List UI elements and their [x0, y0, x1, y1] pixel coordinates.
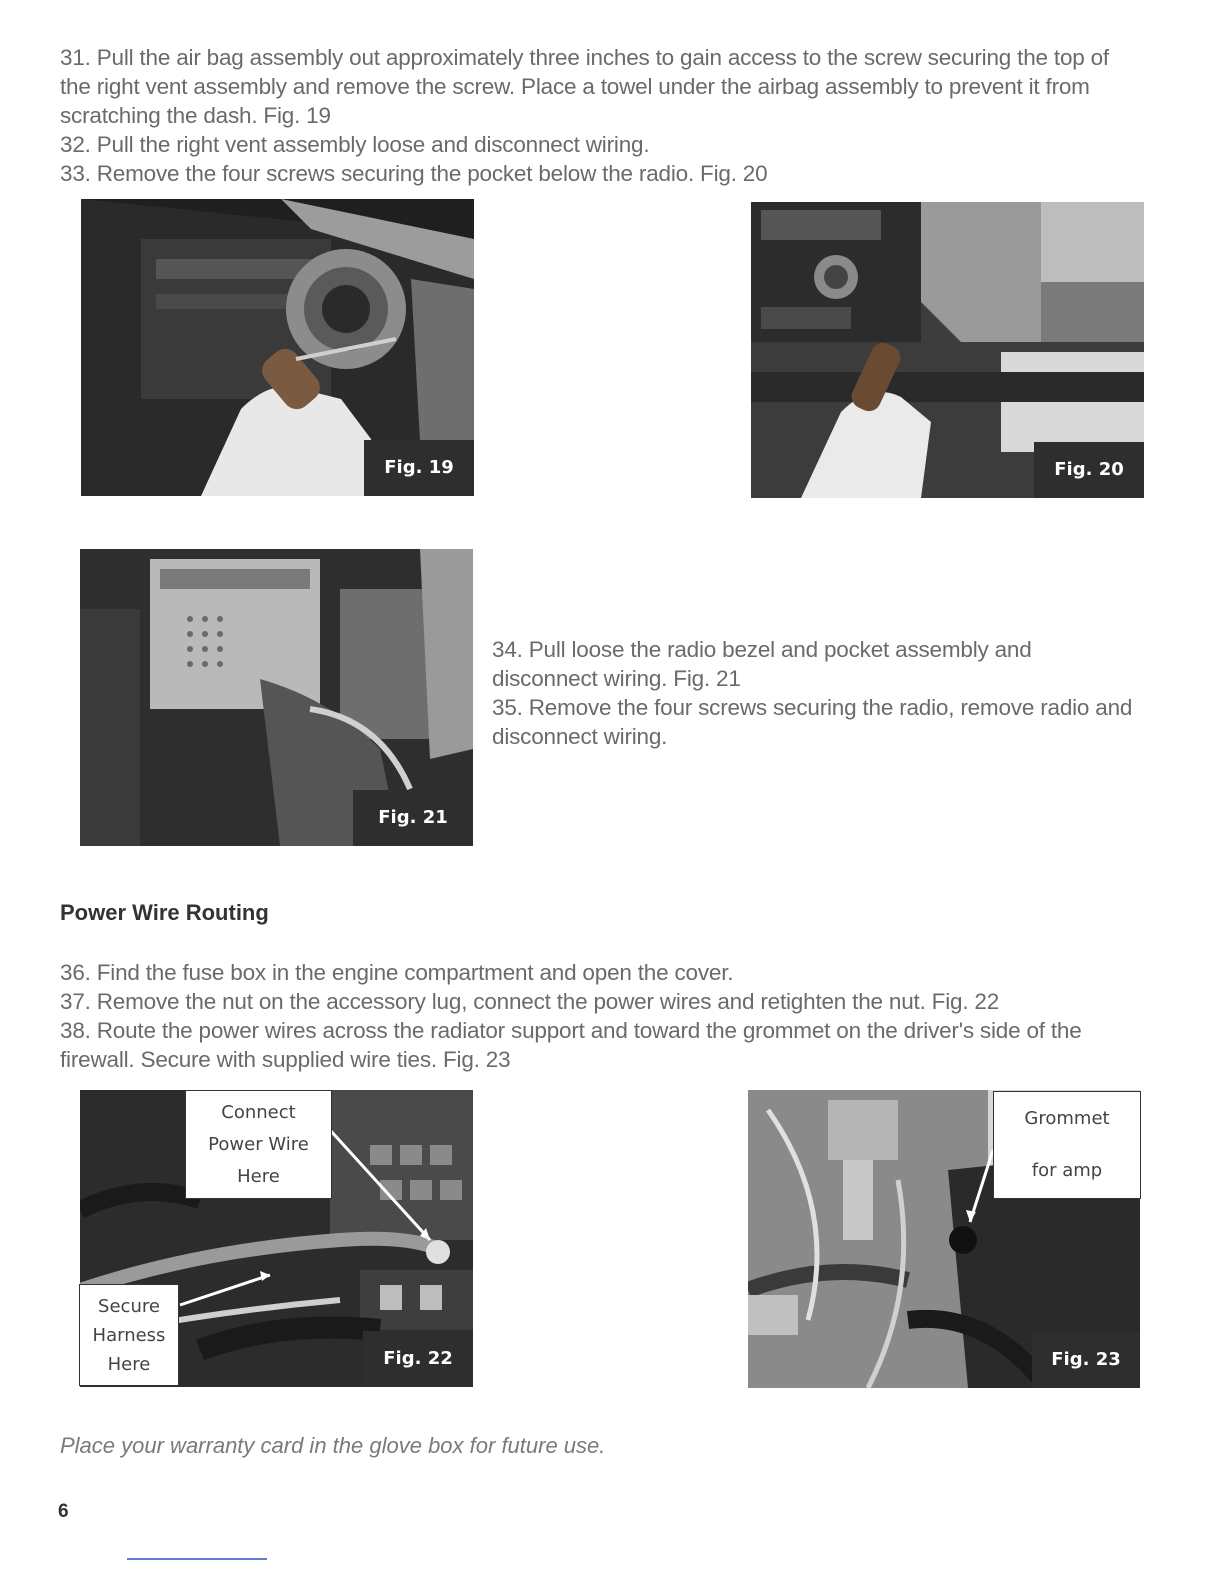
step-38-line-1: 38. Route the power wires across the radiator support and toward the grommet on the driver's side of the [60, 1018, 1082, 1043]
step-33: 33. Remove the four screws securing the pocket below the radio. Fig. 20 [60, 161, 768, 186]
fig-19-photo [81, 199, 474, 496]
step-38-line-2: firewall. Secure with supplied wire ties. Fig. 23 [60, 1047, 511, 1072]
callout-secure-line-1: Secure [98, 1295, 160, 1317]
step-35-line-1: 35. Remove the four screws securing the radio, remove radio and [492, 695, 1133, 720]
callout-connect-line-3: Here [237, 1165, 280, 1187]
callout-grommet-line-1: Grommet [1024, 1108, 1110, 1129]
connect-power-wire-callout [185, 1090, 332, 1199]
warranty-note: Place your warranty card in the glove box for future use. [60, 1433, 606, 1458]
fig-20-label: Fig. 20 [1034, 442, 1144, 498]
fig-21-label: Fig. 21 [353, 790, 473, 846]
step-36: 36. Find the fuse box in the engine compartment and open the cover. [60, 960, 734, 985]
bottom-divider [127, 1558, 267, 1560]
step-31-line-1: 31. Pull the air bag assembly out approximately three inches to gain access to the screw securing the top of [60, 45, 1109, 70]
fig-19-label: Fig. 19 [364, 440, 474, 496]
callout-connect-line-1: Connect [221, 1101, 296, 1123]
fig-23-label: Fig. 23 [1032, 1332, 1140, 1388]
step-34-line-2: disconnect wiring. Fig. 21 [492, 666, 741, 691]
intro-steps [60, 43, 1180, 188]
grommet-callout [993, 1091, 1141, 1199]
fig-20-photo [751, 202, 1144, 498]
step-32: 32. Pull the right vent assembly loose and disconnect wiring. [60, 132, 650, 157]
fig-21-photo [80, 549, 473, 846]
step-35-line-2: disconnect wiring. [492, 724, 668, 749]
power-steps [60, 958, 1180, 1074]
step-37: 37. Remove the nut on the accessory lug, connect the power wires and retighten the nut. Fig. 22 [60, 989, 1000, 1014]
step-34-line-1: 34. Pull loose the radio bezel and pocket assembly and [492, 637, 1032, 662]
callout-connect-line-2: Power Wire [208, 1133, 309, 1155]
section-heading: Power Wire Routing [60, 900, 269, 925]
callout-secure-line-3: Here [107, 1353, 151, 1375]
callout-secure-line-2: Harness [92, 1324, 166, 1346]
step-31-line-3: scratching the dash. Fig. 19 [60, 103, 331, 128]
fig-22-label: Fig. 22 [363, 1331, 473, 1387]
step-31-line-2: the right vent assembly and remove the screw. Place a towel under the airbag assembly to prevent it from [60, 74, 1090, 99]
page-number: 6 [58, 1501, 69, 1522]
secure-harness-callout [79, 1284, 179, 1386]
callout-grommet-line-2: for amp [1031, 1160, 1103, 1181]
side-steps [492, 635, 1192, 751]
